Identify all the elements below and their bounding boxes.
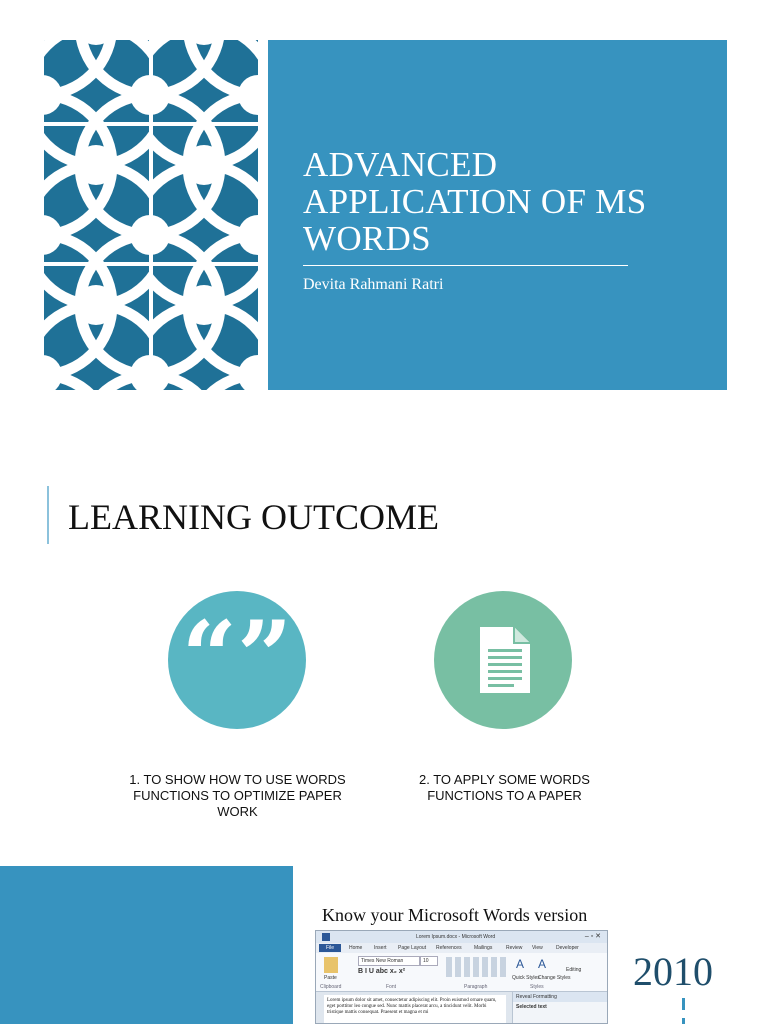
title-line-3: WORDS (303, 219, 431, 258)
heading-accent-bar (47, 486, 49, 544)
window-controls-icon: – ▫ ✕ (584, 933, 601, 940)
shot-tab-page-layout: Page Layout (398, 945, 427, 951)
outcome-item-1: 1. TO SHOW HOW TO USE WORDS FUNCTIONS TO OPTIMIZE PAPER WORK (129, 772, 346, 819)
word-2010-screenshot (315, 930, 608, 1024)
shot-group-styles: Styles (530, 984, 544, 990)
bold-italic-underline-icon: B I U abc x₂ x² (358, 968, 406, 975)
version-heading: Know your Microsoft Words version (322, 905, 588, 925)
shot-tab-review: Review (506, 945, 523, 951)
author-name: Devita Rahmani Ratri (303, 276, 444, 293)
shot-ribbon (316, 953, 607, 992)
shot-change-styles: Change Styles (538, 975, 571, 981)
decorative-pattern (44, 40, 258, 390)
title-panel (268, 40, 727, 390)
shot-font-size: 10 (420, 956, 438, 966)
version-year: 2010 (633, 949, 713, 994)
shot-tab-developer: Developer (556, 945, 579, 951)
learning-outcome-heading: LEARNING OUTCOME (68, 497, 439, 537)
shot-tab-row (316, 943, 607, 953)
shot-group-paragraph: Paragraph (464, 984, 488, 990)
year-accent-bar (682, 998, 685, 1010)
shot-reveal-pane (512, 992, 608, 1024)
shot-tab-mailings: Mailings (474, 945, 493, 951)
shot-document-area (316, 992, 607, 1024)
shot-document-text: Lorem ipsum dolor sit amet, consectetur adipiscing elit. Proin euismod ornare quam, eget porttitor leo congue sed. Nunc mattis placerat arcu, a tincidunt velit. Morbi tristique mattis consequat. Praesent et magna et mi (324, 995, 506, 1024)
circle-pattern-graphic (44, 40, 258, 390)
change-styles-icon: A (538, 957, 547, 971)
title-divider (303, 265, 628, 266)
shot-window-title: Lorem Ipsum.docx - Microsoft Word (416, 934, 496, 940)
quote-circle (168, 591, 306, 729)
shot-tab-home: Home (349, 945, 363, 951)
document-icon (434, 591, 572, 729)
shot-pane-title: Reveal Formatting (513, 992, 608, 1002)
shot-group-clipboard: Clipboard (320, 984, 342, 990)
outcome-item-2: 2. TO APPLY SOME WORDS FUNCTIONS TO A PAPER (419, 772, 590, 803)
word-app-icon (322, 933, 330, 941)
shot-group-font: Font (386, 984, 397, 990)
quote-icon: “” (181, 600, 293, 713)
shot-tab-references: References (436, 945, 462, 951)
shot-pane-subtitle: Selected text (516, 1004, 547, 1010)
title-slide (0, 0, 768, 430)
paragraph-controls-icon (446, 957, 506, 977)
year-accent-bar-2 (682, 1018, 685, 1024)
shot-tab-insert: Insert (374, 945, 387, 951)
title-line-1: ADVANCED (303, 145, 498, 184)
shot-tab-view: View (532, 945, 543, 951)
shot-tab-file: File (319, 944, 341, 952)
shot-titlebar (316, 931, 607, 943)
shot-quick-styles: Quick Styles (512, 975, 540, 981)
shot-font-name: Times New Roman (358, 956, 420, 966)
blue-side-block (0, 866, 293, 1024)
document-circle (434, 591, 572, 729)
quick-styles-icon: A (516, 957, 525, 971)
shot-editing: Editing (566, 967, 582, 973)
title-line-2: APPLICATION OF MS (303, 182, 647, 221)
shot-paste-label: Paste (324, 975, 337, 981)
paste-icon (324, 957, 338, 973)
